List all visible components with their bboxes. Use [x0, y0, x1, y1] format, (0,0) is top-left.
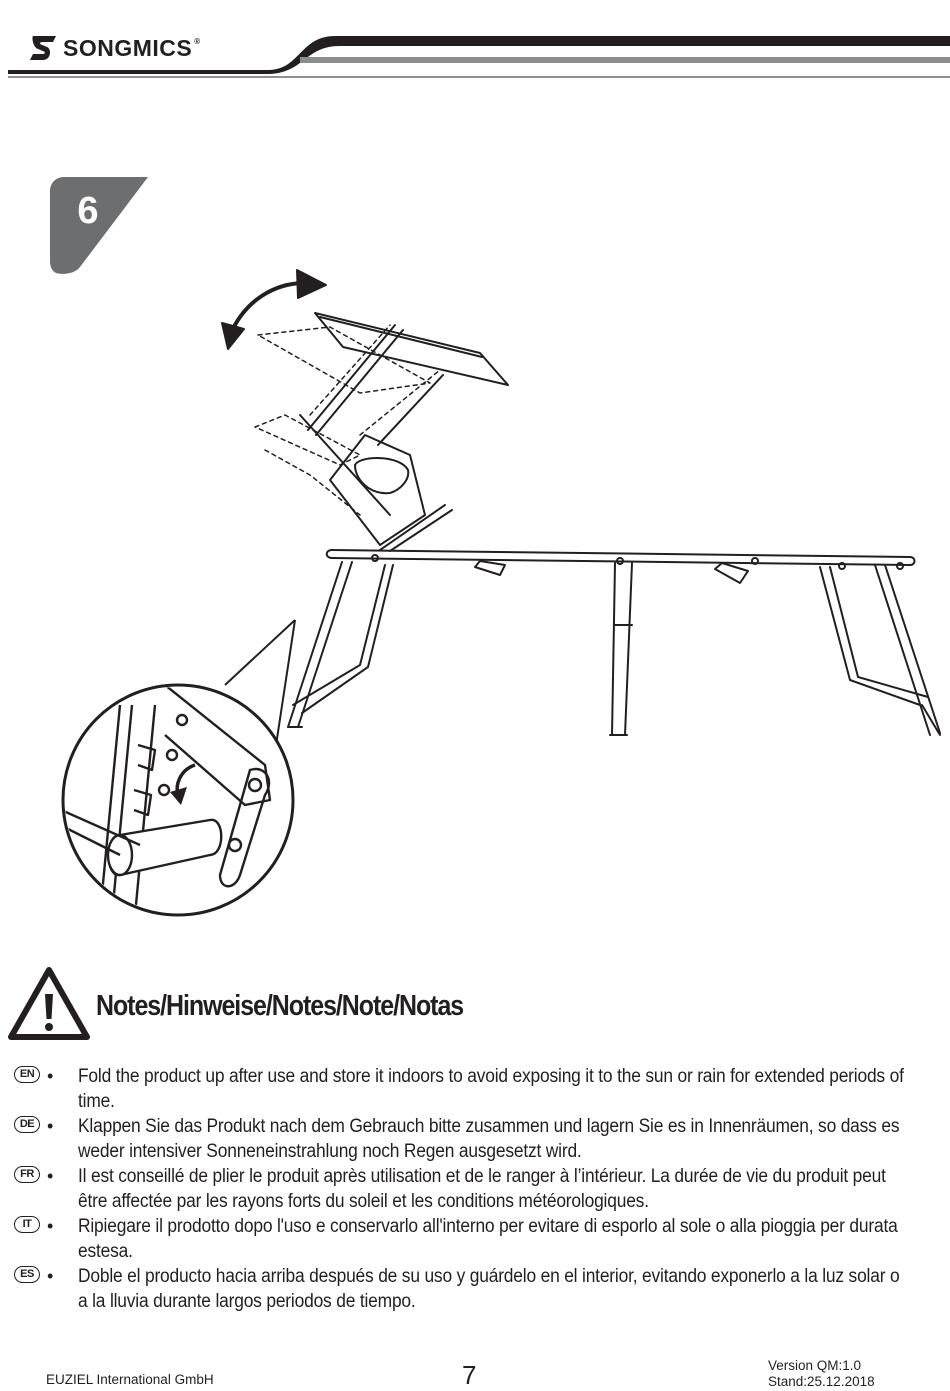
bullet: •	[47, 1166, 54, 1186]
note-fr	[14, 1164, 950, 1214]
hinge-detail-callout	[60, 685, 293, 915]
step-number: 6	[77, 190, 99, 232]
warning-icon	[8, 966, 90, 1040]
lang-badge-de: DE	[14, 1116, 40, 1133]
note-en	[14, 1064, 950, 1114]
songmics-logo-icon	[30, 36, 56, 60]
brand-logo	[30, 36, 200, 60]
registered-mark: ®	[194, 36, 201, 46]
rotate-arrow-icon	[230, 283, 305, 335]
note-text-fr: Il est conseillé de plier le produit après utilisation et de le ranger à l’intérieur. La durée de vie du produit peut être affectée par les rayons forts du soleil et les conditions météorologiques.	[78, 1166, 886, 1212]
note-de	[14, 1114, 950, 1164]
footer-company: EUZIEL International GmbH	[46, 1372, 214, 1387]
bullet: •	[47, 1116, 54, 1136]
note-text-en: Fold the product up after use and store it indoors to avoid exposing it to the sun or rain for extended periods of time.	[78, 1066, 904, 1112]
note-text-it: Ripiegare il prodotto dopo l'uso e conservarlo all'interno per evitare di esporlo al sole o alla pioggia per durata estesa.	[78, 1216, 898, 1262]
lang-badge-es: ES	[14, 1266, 40, 1283]
bullet: •	[47, 1266, 54, 1286]
footer-version-block	[768, 1358, 875, 1390]
notes-list	[14, 1064, 950, 1314]
bullet: •	[47, 1216, 54, 1236]
note-es	[14, 1264, 950, 1314]
note-text-de: Klappen Sie das Produkt nach dem Gebrauch bitte zusammen und lagern Sie es in Innenräumen, so dass es weder intensiver Sonneneinstrahlung noch Regen ausgesetzt wird.	[78, 1116, 900, 1162]
sun-lounger-illustration	[60, 265, 950, 925]
page-header	[0, 0, 950, 80]
lang-badge-it: IT	[14, 1216, 40, 1233]
note-it	[14, 1214, 950, 1264]
version-text: Version QM:1.0	[768, 1358, 862, 1373]
brand-name: SONGMICS	[63, 35, 193, 61]
date-text: Stand:25.12.2018	[768, 1374, 875, 1389]
bullet: •	[47, 1066, 54, 1086]
note-text-es: Doble el producto hacia arriba después de su uso y guárdelo en el interior, evitando exponerlo a la luz solar o a la lluvia durante largos periodos de tiempo.	[78, 1266, 900, 1312]
page-number: 7	[462, 1360, 477, 1390]
notes-title: Notes/Hinweise/Notes/Note/Notas	[96, 990, 464, 1022]
lang-badge-en: EN	[14, 1066, 40, 1083]
notes-header	[8, 966, 908, 1046]
lang-badge-fr: FR	[14, 1166, 40, 1183]
